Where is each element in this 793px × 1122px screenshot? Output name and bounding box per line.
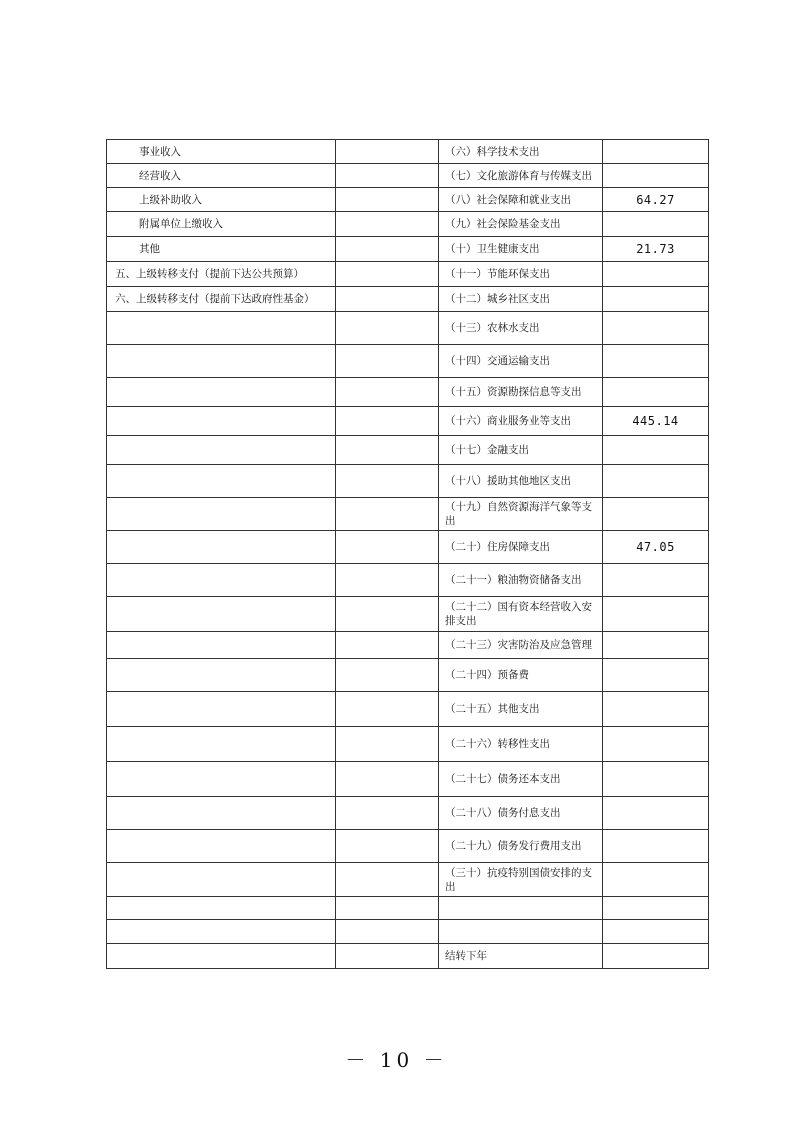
table-row (107, 920, 709, 944)
table-row (107, 164, 709, 188)
table-row (107, 762, 709, 797)
expense-item: （二十六）转移性支出 (439, 727, 603, 762)
expense-amount: 445.14 (603, 407, 709, 436)
expense-amount (603, 564, 709, 597)
income-item (107, 564, 336, 597)
budget-table-body (107, 140, 709, 969)
table-row (107, 262, 709, 287)
income-amount (336, 531, 439, 564)
expense-amount (603, 140, 709, 164)
income-amount (336, 345, 439, 378)
table-row (107, 237, 709, 262)
expense-item: （二十二）国有资本经营收入安排支出 (439, 597, 603, 632)
expense-amount (603, 762, 709, 797)
income-amount (336, 140, 439, 164)
income-amount (336, 920, 439, 944)
table-row (107, 498, 709, 531)
expense-item: （十四）交通运输支出 (439, 345, 603, 378)
table-row (107, 797, 709, 830)
income-amount (336, 237, 439, 262)
income-item: 六、上级转移支付（提前下达政府性基金） (107, 287, 336, 312)
income-item (107, 345, 336, 378)
income-item: 其他 (107, 237, 336, 262)
expense-item: （二十九）债务发行费用支出 (439, 830, 603, 863)
income-amount (336, 597, 439, 632)
income-amount (336, 564, 439, 597)
income-amount (336, 465, 439, 498)
expense-item: （三十）抗疫特别国债安排的支出 (439, 863, 603, 897)
income-amount (336, 436, 439, 465)
expense-amount (603, 164, 709, 188)
income-item (107, 407, 336, 436)
income-item (107, 727, 336, 762)
expense-item: （十三）农林水支出 (439, 312, 603, 345)
budget-table (106, 139, 709, 969)
income-item (107, 436, 336, 465)
income-amount (336, 659, 439, 692)
income-item (107, 944, 336, 969)
expense-amount: 47.05 (603, 531, 709, 564)
expense-amount (603, 830, 709, 863)
income-amount (336, 797, 439, 830)
expense-amount (603, 312, 709, 345)
expense-item: （八）社会保障和就业支出 (439, 188, 603, 212)
expense-amount (603, 378, 709, 407)
income-item (107, 632, 336, 659)
expense-item: （二十八）债务付息支出 (439, 797, 603, 830)
expense-amount: 64.27 (603, 188, 709, 212)
expense-item: （二十）住房保障支出 (439, 531, 603, 564)
expense-amount (603, 692, 709, 727)
table-row (107, 897, 709, 920)
page-number: － 10 － (345, 1048, 448, 1072)
expense-amount (603, 597, 709, 632)
table-row (107, 727, 709, 762)
expense-item: （二十一）粮油物资储备支出 (439, 564, 603, 597)
expense-amount (603, 632, 709, 659)
expense-item: （二十七）债务还本支出 (439, 762, 603, 797)
income-item: 上级补助收入 (107, 188, 336, 212)
income-item (107, 531, 336, 564)
expense-item: （十）卫生健康支出 (439, 237, 603, 262)
table-row (107, 188, 709, 212)
expense-amount (603, 212, 709, 237)
expense-item: （十二）城乡社区支出 (439, 287, 603, 312)
table-row (107, 378, 709, 407)
income-amount (336, 863, 439, 897)
expense-item (439, 897, 603, 920)
income-amount (336, 312, 439, 345)
expense-amount (603, 345, 709, 378)
expense-item: （六）科学技术支出 (439, 140, 603, 164)
expense-item: （十六）商业服务业等支出 (439, 407, 603, 436)
expense-amount (603, 920, 709, 944)
table-row (107, 140, 709, 164)
expense-item: （九）社会保险基金支出 (439, 212, 603, 237)
expense-amount (603, 498, 709, 531)
expense-item: （十一）节能环保支出 (439, 262, 603, 287)
income-item: 附属单位上缴收入 (107, 212, 336, 237)
income-item (107, 762, 336, 797)
expense-amount (603, 436, 709, 465)
income-item (107, 659, 336, 692)
income-amount (336, 287, 439, 312)
income-amount (336, 632, 439, 659)
table-row (107, 345, 709, 378)
table-row (107, 312, 709, 345)
income-amount (336, 897, 439, 920)
expense-amount: 21.73 (603, 237, 709, 262)
income-amount (336, 762, 439, 797)
income-amount (336, 727, 439, 762)
income-amount (336, 498, 439, 531)
income-item: 事业收入 (107, 140, 336, 164)
expense-item: （二十四）预备费 (439, 659, 603, 692)
income-amount (336, 262, 439, 287)
income-amount (336, 378, 439, 407)
table-row (107, 692, 709, 727)
income-amount (336, 407, 439, 436)
table-row (107, 830, 709, 863)
expense-item: （十五）资源勘探信息等支出 (439, 378, 603, 407)
expense-item: （二十三）灾害防治及应急管理 (439, 632, 603, 659)
expense-amount (603, 659, 709, 692)
income-item (107, 692, 336, 727)
expense-amount (603, 797, 709, 830)
table-row (107, 531, 709, 564)
expense-item: （十七）金融支出 (439, 436, 603, 465)
income-item: 经营收入 (107, 164, 336, 188)
income-item (107, 465, 336, 498)
income-amount (336, 164, 439, 188)
table-row (107, 407, 709, 436)
income-item (107, 863, 336, 897)
income-item (107, 312, 336, 345)
table-row (107, 465, 709, 498)
income-amount (336, 944, 439, 969)
table-row (107, 287, 709, 312)
expense-amount (603, 287, 709, 312)
expense-amount (603, 262, 709, 287)
table-row (107, 436, 709, 465)
table-row (107, 564, 709, 597)
income-item (107, 378, 336, 407)
expense-item: 结转下年 (439, 944, 603, 969)
table-row (107, 632, 709, 659)
income-item: 五、上级转移支付（提前下达公共预算） (107, 262, 336, 287)
income-item (107, 897, 336, 920)
income-amount (336, 188, 439, 212)
income-item (107, 920, 336, 944)
table-row (107, 944, 709, 969)
expense-item: （十九）自然资源海洋气象等支出 (439, 498, 603, 531)
expense-amount (603, 465, 709, 498)
income-item (107, 830, 336, 863)
expense-amount (603, 944, 709, 969)
expense-item: （七）文化旅游体育与传媒支出 (439, 164, 603, 188)
income-item (107, 597, 336, 632)
table-row (107, 597, 709, 632)
expense-item: （二十五）其他支出 (439, 692, 603, 727)
expense-item: （十八）援助其他地区支出 (439, 465, 603, 498)
income-item (107, 797, 336, 830)
table-row (107, 863, 709, 897)
income-amount (336, 692, 439, 727)
expense-amount (603, 897, 709, 920)
expense-amount (603, 863, 709, 897)
table-row (107, 212, 709, 237)
expense-item (439, 920, 603, 944)
income-amount (336, 212, 439, 237)
income-amount (336, 830, 439, 863)
expense-amount (603, 727, 709, 762)
table-row (107, 659, 709, 692)
income-item (107, 498, 336, 531)
